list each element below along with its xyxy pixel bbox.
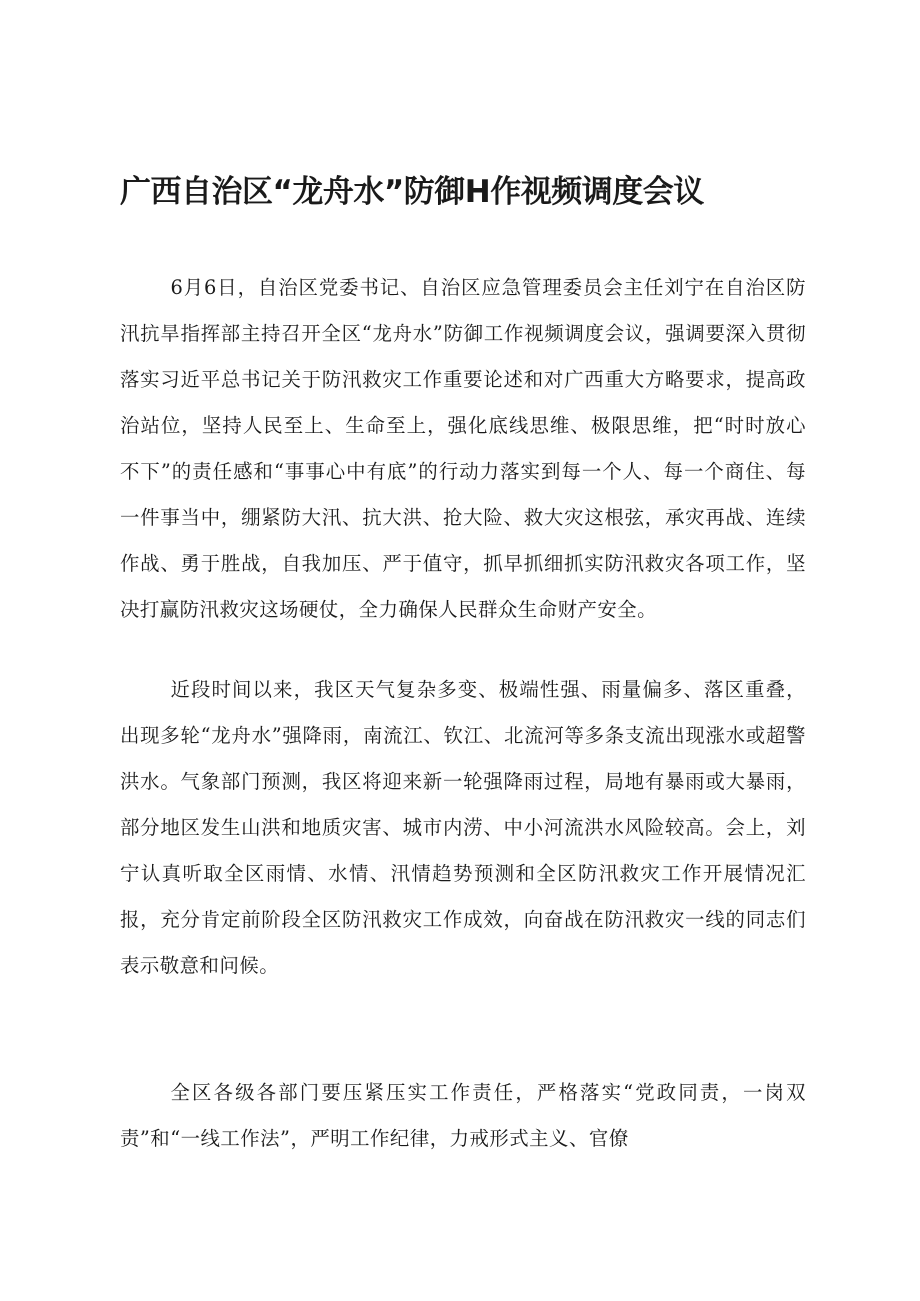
document-title: 广西自治区“龙舟水”防御H作视频调度会议 xyxy=(120,174,704,210)
paragraph-2: 近段时间以来，我区天气复杂多变、极端性强、雨量偏多、落区重叠，出现多轮“龙舟水”强降雨，南流江、钦江、北流河等多条支流出现涨水或超警洪水。气象部门预测，我区将迎来新一轮强降雨过程，局地有暴雨或大暴雨，部分地区发生山洪和地质灾害、城市内涝、中小河流洪水风险较高。会上，刘宁认真听取全区雨情、水情、汛情趋势预测和全区防汛救灾工作开展情况汇报，充分肯定前阶段全区防汛救灾工作成效，向奋战在防汛救灾一线的同志们表示敬意和问候。 xyxy=(120,678,806,977)
paragraph-3: 全区各级各部门要压紧压实工作责任，严格落实“党政同责，一岗双责”和“一线工作法”，严明工作纪律，力戒形式主义、官僚 xyxy=(120,1081,806,1150)
paragraph-1: 6月6日，自治区党委书记、自治区应急管理委员会主任刘宁在自治区防汛抗旱指挥部主持召开全区“龙舟水”防御工作视频调度会议，强调要深入贯彻落实习近平总书记关于防汛救灾工作重要论述和对广西重大方略要求，提高政治站位，坚持人民至上、生命至上，强化底线思维、极限思维，把“时时放心不下”的责任感和“事事心中有底”的行动力落实到每一个人、每一个商住、每一件事当中，绷紧防大汛、抗大洪、抢大险、救大灾这根弦，承灾再战、连续作战、勇于胜战，自我加压、严于值守，抓早抓细抓实防汛救灾各项工作，坚决打赢防汛救灾这场硬仗，全力确保人民群众生命财产安全。 xyxy=(120,276,806,621)
